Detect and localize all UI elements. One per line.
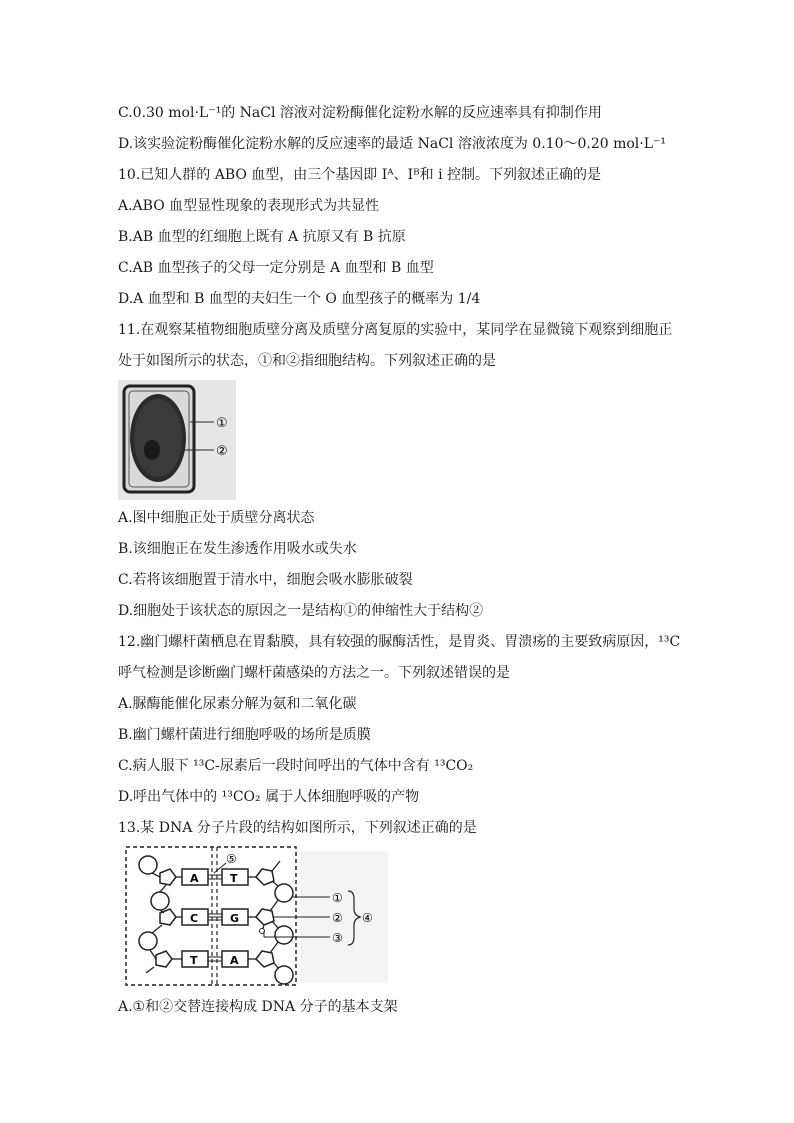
q12-option-c: C.病人服下 ¹³C-尿素后一段时间呼出的气体中含有 ¹³CO₂ [118, 758, 474, 774]
dna-figure [118, 843, 388, 991]
fig-label-2: ② [216, 444, 228, 459]
dna-label-1: ① [332, 891, 343, 905]
q9-option-c: C.0.30 mol·L⁻¹的 NaCl 溶液对淀粉酶催化淀粉水解的反应速率具有抑制作用 [118, 105, 602, 121]
q10-option-a: A.ABO 血型显性现象的表现形式为共显性 [118, 198, 380, 214]
base-right-3: A [230, 954, 239, 967]
dna-label-3: ③ [332, 931, 343, 945]
q12-stem-line1: 12.幽门螺杆菌栖息在胃黏膜，具有较强的脲酶活性，是胃炎、胃溃疡的主要致病原因，¹³C [118, 634, 681, 650]
fig-label-1: ① [216, 416, 228, 431]
base-right-2: G [230, 912, 240, 925]
q11-stem-line2: 处于如图所示的状态，①和②指细胞结构。下列叙述正确的是 [118, 353, 496, 369]
q13-option-a: A.①和②交替连接构成 DNA 分子的基本支架 [118, 999, 398, 1015]
plant-cell-figure [118, 380, 236, 500]
base-left-2: C [190, 912, 199, 925]
q10-option-d: D.A 血型和 B 血型的夫妇生一个 O 血型孩子的概率为 1/4 [118, 291, 481, 307]
dna-label-4: ④ [362, 911, 373, 925]
q11-option-a: A.图中细胞正处于质壁分离状态 [118, 510, 315, 526]
q10-option-b: B.AB 血型的红细胞上既有 A 抗原又有 B 抗原 [118, 229, 406, 245]
q10-stem: 10.已知人群的 ABO 血型，由三个基因即 Iᴬ、Iᴮ和 i 控制。下列叙述正确的是 [118, 167, 602, 183]
q13-stem: 13.某 DNA 分子片段的结构如图所示，下列叙述正确的是 [118, 820, 477, 836]
q11-option-d: D.细胞处于该状态的原因之一是结构①的伸缩性大于结构② [118, 603, 484, 619]
dna-label-5: ⑤ [226, 852, 237, 866]
q10-option-c: C.AB 血型孩子的父母一定分别是 A 血型和 B 血型 [118, 260, 434, 276]
q12-option-d: D.呼出气体中的 ¹³CO₂ 属于人体细胞呼吸的产物 [118, 789, 420, 805]
q11-option-b: B.该细胞正在发生渗透作用吸水或失水 [118, 541, 357, 557]
q12-stem-line2: 呼气检测是诊断幽门螺杆菌感染的方法之一。下列叙述错误的是 [118, 665, 510, 681]
base-left-1: A [190, 872, 199, 885]
base-right-1: T [230, 872, 238, 885]
dna-label-2: ② [332, 911, 343, 925]
q11-option-c: C.若将该细胞置于清水中，细胞会吸水膨胀破裂 [118, 572, 413, 588]
q12-option-b: B.幽门螺杆菌进行细胞呼吸的场所是质膜 [118, 727, 371, 743]
q12-option-a: A.脲酶能催化尿素分解为氨和二氧化碳 [118, 696, 357, 712]
q11-stem-line1: 11.在观察某植物细胞质壁分离及质壁分离复原的实验中，某同学在显微镜下观察到细胞正 [118, 322, 673, 338]
base-left-3: T [190, 954, 198, 967]
q9-option-d: D.该实验淀粉酶催化淀粉水解的反应速率的最适 NaCl 溶液浓度为 0.10～0.20 mol·L⁻¹ [118, 136, 667, 152]
